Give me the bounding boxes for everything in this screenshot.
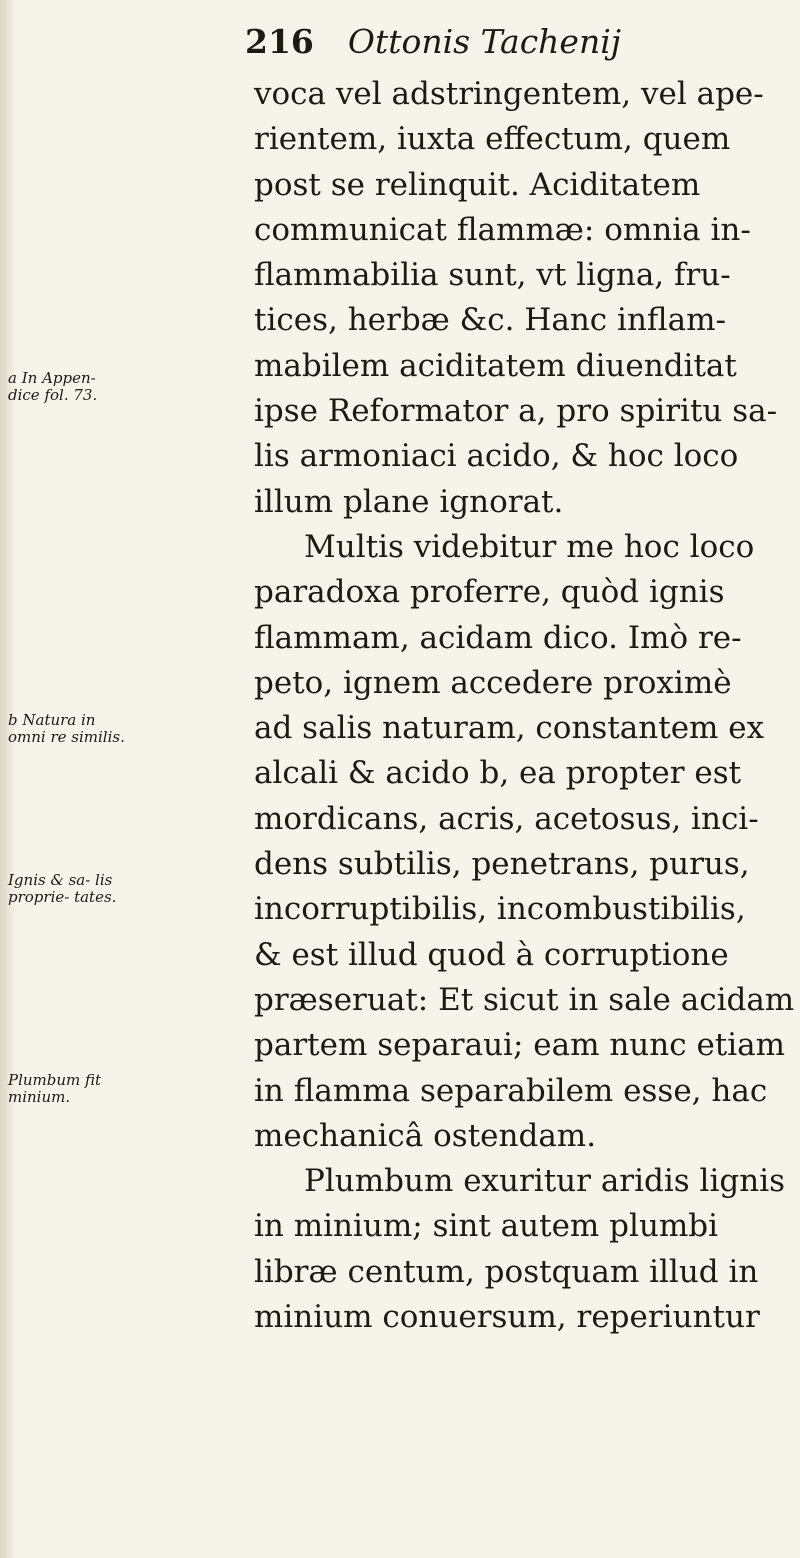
text-line: mordicans, acris, acetosus, inci- (254, 800, 759, 837)
text-line: minium conuersum, reperiuntur (254, 1299, 760, 1336)
margin-note: b Natura in omni re similis. (8, 711, 125, 746)
page-gutter-shadow (0, 0, 16, 1558)
text-line: ad salis naturam, constantem ex (254, 710, 765, 747)
text-line: præseruat: Et sicut in sale acidam (254, 981, 795, 1018)
text-line: paradoxa proferre, quòd ignis (254, 574, 725, 611)
text-line: tices, herbæ &c. Hanc inflam- (254, 302, 726, 339)
text-line: Plumbum exuritur aridis lignis (304, 1163, 786, 1200)
page-number: 216 (245, 22, 314, 61)
text-line: post se relinquit. Aciditatem (254, 166, 701, 203)
margin-note: Plumbum fit minium. (8, 1071, 102, 1106)
text-line: peto, ignem accedere proximè (254, 664, 732, 701)
text-line: rientem, iuxta effectum, quem (254, 121, 731, 158)
margin-note: a In Appen- dice fol. 73. (8, 369, 98, 404)
text-line: & est illud quod à corruptione (254, 936, 729, 973)
text-line: libræ centum, postquam illud in (254, 1253, 759, 1290)
text-line: flammam, acidam dico. Imò re- (254, 619, 742, 656)
text-line: mechanicâ ostendam. (254, 1117, 597, 1154)
text-line: in minium; sint autem plumbi (254, 1208, 719, 1245)
text-line: voca vel adstringentem, vel ape- (254, 76, 764, 112)
body-text (254, 72, 794, 1340)
running-header (245, 22, 621, 61)
text-line: alcali & acido b, ea propter est (254, 755, 742, 792)
text-line: communicat flammæ: omnia in- (254, 211, 751, 248)
text-line: Multis videbitur me hoc loco (304, 528, 755, 565)
text-line: mabilem aciditatem diuenditat (254, 347, 737, 384)
text-line: flammabilia sunt, vt ligna, fru- (254, 257, 731, 294)
text-line: in flamma separabilem esse, hac (254, 1072, 768, 1109)
text-line: illum plane ignorat. (254, 483, 564, 520)
text-line: dens subtilis, penetrans, purus, (254, 846, 750, 883)
margin-note: Ignis & sa- lis proprie- tates. (8, 871, 117, 906)
running-title: Ottonis Tachenij (347, 22, 621, 61)
text-line: lis armoniaci acido, & hoc loco (254, 438, 739, 475)
text-line: ipse Reformator a, pro spiritu sa- (254, 393, 778, 430)
text-line: partem separaui; eam nunc etiam (254, 1027, 786, 1064)
text-line: incorruptibilis, incombustibilis, (254, 891, 746, 928)
